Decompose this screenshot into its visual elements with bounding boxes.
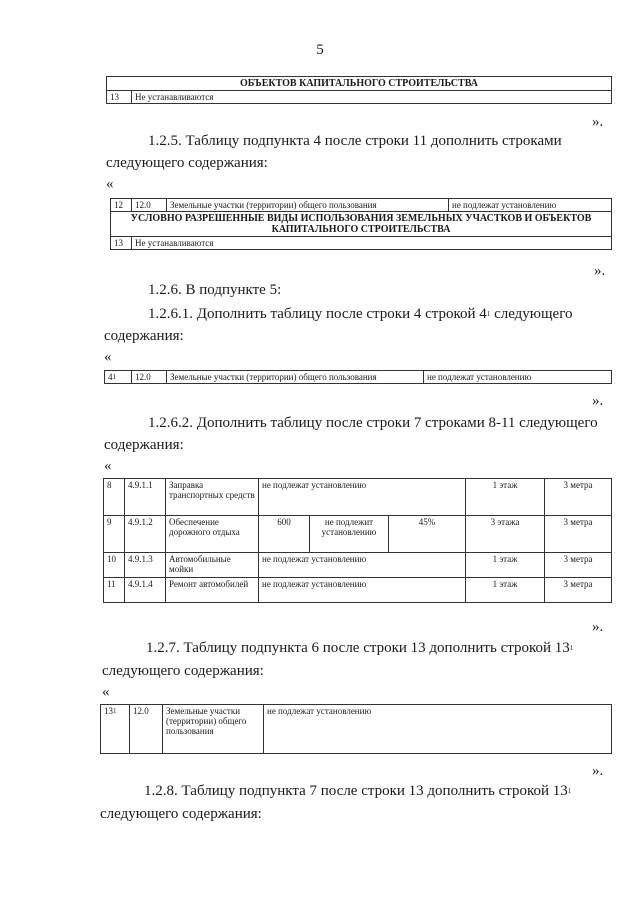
open-quote: « xyxy=(104,349,112,365)
t125-header: УСЛОВНО РАЗРЕШЕННЫЕ ВИДЫ ИСПОЛЬЗОВАНИЯ ЗЕМЕЛЬНЫХ УЧАСТКОВ И ОБЪЕКТОВ КАПИТАЛЬНОГО СТРОИТЕЛЬСТВА xyxy=(111,212,612,237)
table-1-2-7 xyxy=(100,704,612,754)
t1261-code: 12.0 xyxy=(132,371,167,384)
paragraph-1-2-7-line2: следующего содержания: xyxy=(102,663,264,679)
paragraph-1-2-7-line1 xyxy=(146,638,573,658)
top-table-row-num: 13 xyxy=(107,91,132,104)
paragraph-1-2-8-line2: следующего содержания: xyxy=(100,806,262,822)
close-quote: ». xyxy=(592,393,604,409)
p128-sup: 1 xyxy=(567,787,572,795)
t125-value: не подлежат установлению xyxy=(449,199,612,212)
t125-code: 12.0 xyxy=(132,199,167,212)
page-number: 5 xyxy=(316,42,324,58)
t127-name: Земельные участки (территории) общего пользования xyxy=(163,705,264,754)
open-quote: « xyxy=(106,176,114,192)
close-quote: ». xyxy=(592,763,604,779)
open-quote: « xyxy=(104,458,112,474)
table-row: 11 4.9.1.4 Ремонт автомобилей не подлежат установлению 1 этаж 3 метра xyxy=(104,578,612,603)
p127-sup: 1 xyxy=(569,644,574,652)
close-quote: ». xyxy=(592,619,604,635)
p1261-text-b: следующего xyxy=(490,306,573,322)
table-row: 8 4.9.1.1 Заправка транспортных средств не подлежат установлению 1 этаж 3 метра xyxy=(104,479,612,516)
paragraph-1-2-6-2-line2: содержания: xyxy=(104,437,184,453)
top-table xyxy=(106,76,612,104)
t125-num: 12 xyxy=(111,199,132,212)
paragraph-1-2-5-line2: следующего содержания: xyxy=(106,155,268,171)
table-1-2-5 xyxy=(110,198,612,250)
p1261-text-a: 1.2.6.1. Дополнить таблицу после строки 4 строкой 4 xyxy=(148,306,487,322)
close-quote: ». xyxy=(592,114,604,130)
paragraph-1-2-5-line1: 1.2.5. Таблицу подпункта 4 после строки 11 дополнить строками xyxy=(148,133,562,149)
p128-text: 1.2.8. Таблицу подпункта 7 после строки 13 дополнить строкой 13 xyxy=(144,783,568,799)
t127-code: 12.0 xyxy=(130,705,163,754)
close-quote: ». xyxy=(594,263,606,279)
paragraph-1-2-6: 1.2.6. В подпункте 5: xyxy=(148,282,282,298)
t1261-name: Земельные участки (территории) общего пользования xyxy=(167,371,424,384)
t125-name: Земельные участки (территории) общего пользования xyxy=(167,199,449,212)
table-1-2-6-2 xyxy=(103,478,612,603)
t127-num: $13^1$ xyxy=(101,705,130,754)
p1261-sup: 1 xyxy=(486,310,491,318)
t125-num2: 13 xyxy=(111,237,132,250)
paragraph-1-2-6-1-line1 xyxy=(148,304,573,324)
top-table-row-text: Не устанавливаются xyxy=(132,91,612,104)
t125-text2: Не устанавливаются xyxy=(132,237,612,250)
t1261-value: не подлежат установлению xyxy=(424,371,612,384)
table-row: 9 4.9.1.2 Обеспечение дорожного отдыха 600 не подлежит установлению 45% 3 этажа 3 метра xyxy=(104,516,612,553)
top-table-header: ОБЪЕКТОВ КАПИТАЛЬНОГО СТРОИТЕЛЬСТВА xyxy=(107,77,612,91)
table-row: 10 4.9.1.3 Автомобильные мойки не подлежат установлению 1 этаж 3 метра xyxy=(104,553,612,578)
paragraph-1-2-6-1-line2: содержания: xyxy=(104,328,184,344)
table-1-2-6-1 xyxy=(104,370,612,384)
open-quote: « xyxy=(102,684,110,700)
paragraph-1-2-6-2-line1: 1.2.6.2. Дополнить таблицу после строки 7 строками 8-11 следующего xyxy=(148,415,598,431)
t127-value: не подлежат установлению xyxy=(264,705,612,754)
p127-text: 1.2.7. Таблицу подпункта 6 после строки 13 дополнить строкой 13 xyxy=(146,640,570,656)
paragraph-1-2-8-line1 xyxy=(144,781,571,801)
t1261-num: $4^1$ xyxy=(105,371,132,384)
